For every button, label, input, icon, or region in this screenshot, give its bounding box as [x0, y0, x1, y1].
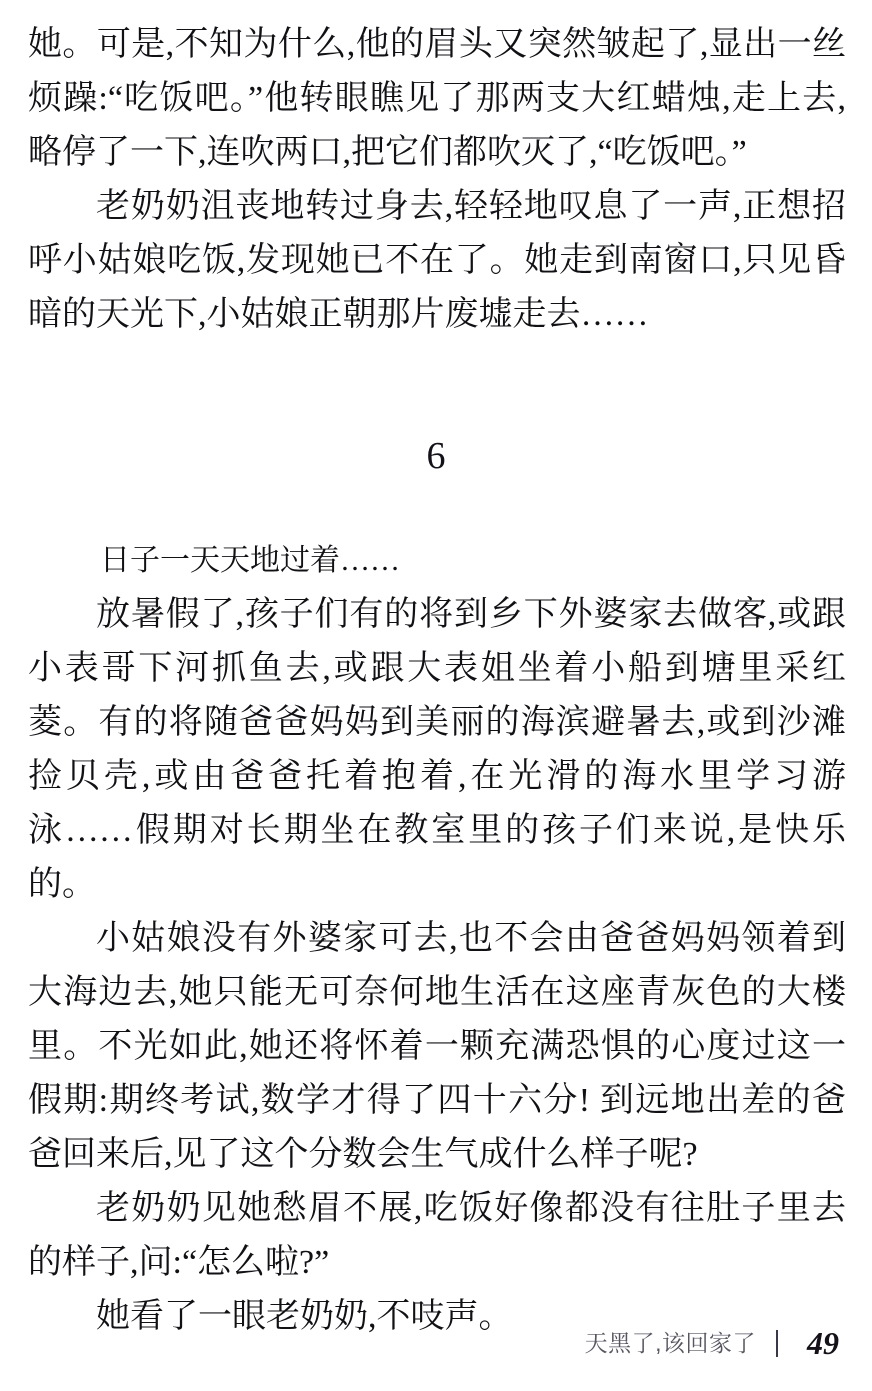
footer-page-number: 49: [807, 1325, 839, 1361]
body-text-column-lower: [28, 534, 846, 1344]
section-number-heading: 6: [426, 435, 446, 477]
paragraph-continuation: 她。可是,不知为什么,他的眉头又突然皱起了,显出一丝烦躁:“吃饭吧。”他转眼瞧见了那两支大红蜡烛,走上去,略停了一下,连吹两口,把它们都吹灭了,“吃饭吧。”: [28, 26, 846, 171]
paragraph-summer-vacation: 放暑假了,孩子们有的将到乡下外婆家去做客,或跟小表哥下河抓鱼去,或跟大表姐坐着小船到塘里采红菱。有的将随爸爸妈妈到美丽的海滨避暑去,或到沙滩捡贝壳,或由爸爸托着抱着,在光滑的海水里学习游泳……假期对长期坐在教室里的孩子们来说,是快乐的。: [28, 596, 846, 903]
paragraph-grandma-turns: 老奶奶沮丧地转过身去,轻轻地叹息了一声,正想招呼小姑娘吃饭,发现她已不在了。她走到南窗口,只见昏暗的天光下,小姑娘正朝那片废墟走去……: [28, 188, 846, 333]
footer-divider-icon: [776, 1330, 778, 1357]
footer-book-title: 天黑了,该回家了: [584, 1330, 756, 1356]
paragraph-girl-silent: 她看了一眼老奶奶,不吱声。: [96, 1298, 513, 1335]
paragraph-girl-no-grandma-house: 小姑娘没有外婆家可去,也不会由爸爸妈妈领着到大海边去,她只能无可奈何地生活在这座青灰色的大楼里。不光如此,她还将怀着一颗充满恐惧的心度过这一假期:期终考试,数学才得了四十六分! 到远地出差的爸爸回来后,见了这个分数会生气成什么样子呢?: [28, 920, 846, 1173]
body-text-column: [28, 0, 846, 342]
paragraph-grandma-asks: 老奶奶见她愁眉不展,吃饭好像都没有往肚子里去的样子,问:“怎么啦?”: [28, 1190, 846, 1281]
top-spacer: [28, 0, 846, 18]
page-footer: [0, 1317, 872, 1369]
paragraph-days-passing: 日子一天天地过着……: [100, 544, 400, 577]
